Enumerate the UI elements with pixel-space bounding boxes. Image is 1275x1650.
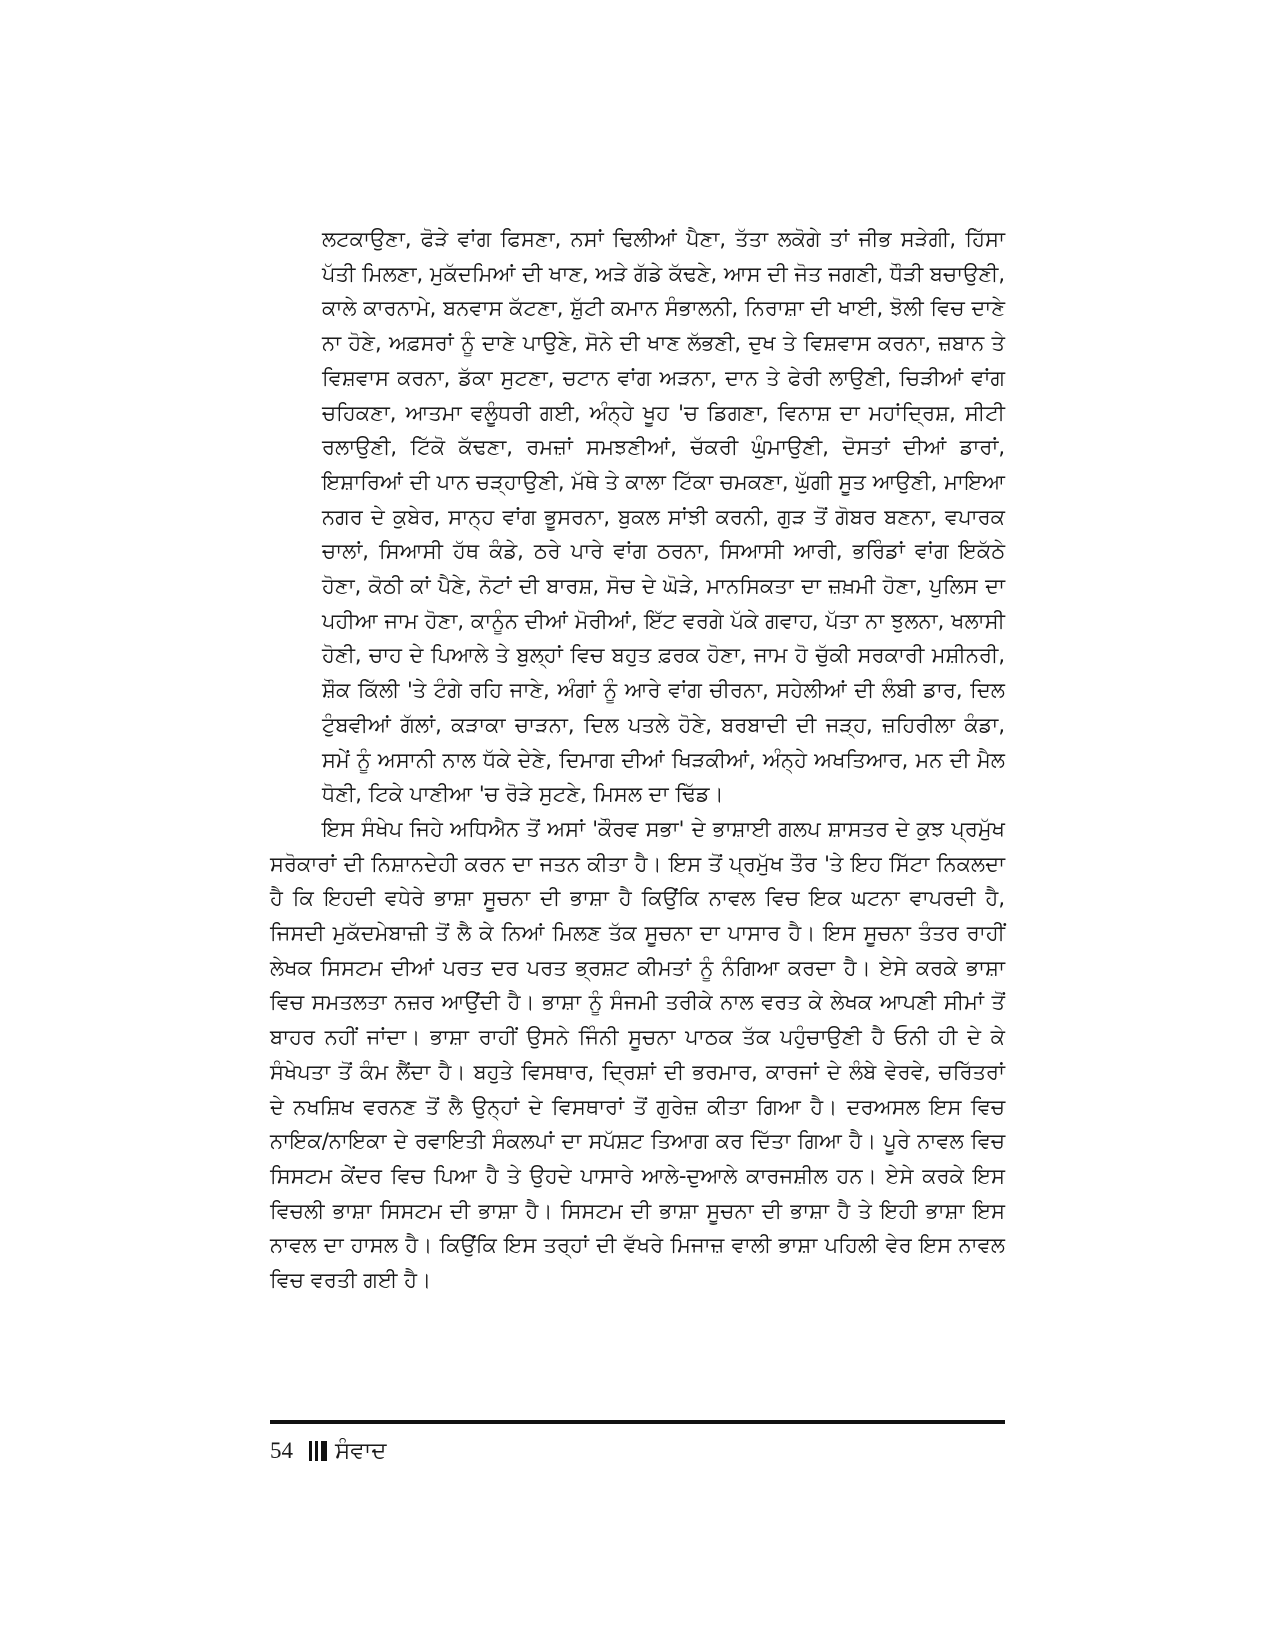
idioms-list: ਲਟਕਾਉਣਾ, ਫੋੜੇ ਵਾਂਗ ਫਿਸਣਾ, ਨਸਾਂ ਢਿਲੀਆਂ ਪੈਣਾ, ਤੱਤਾ ਲਕੋਗੇ ਤਾਂ ਜੀਭ ਸੜੇਗੀ, ਹਿੱਸਾ ਪੱਤੀ ਮਿਲਣਾ, ਮੁਕੱਦਮਿਆਂ ਦੀ ਖਾਣ, ਅੜੇ ਗੱਡੇ ਕੱਢਣੇ, ਆਸ ਦੀ ਜੋਤ ਜਗਣੀ, ਧੌੜੀ ਬਚਾਉਣੀ, ਕਾਲੇ ਕਾਰਨਾਮੇ, ਬਨਵਾਸ ਕੱਟਣਾ, ਸ਼ੁੱਟੀ ਕਮਾਨ ਸੰਭਾਲਨੀ, ਨਿਰਾਸ਼ਾ ਦੀ ਖਾਈ, ਝੋਲੀ ਵਿਚ ਦਾਣੇ ਨਾ ਹੋਣੇ, ਅਫ਼ਸਰਾਂ ਨੂੰ ਦਾਣੇ ਪਾਉਣੇ, ਸੋਨੇ ਦੀ ਖਾਣ ਲੱਭਣੀ, ਦੁਖ ਤੇ ਵਿਸ਼ਵਾਸ ਕਰਨਾ, ਜ਼ਬਾਨ ਤੇ ਵਿਸ਼ਵਾਸ ਕਰਨਾ, ਡੱਕਾ ਸੁਟਣਾ, ਚਟਾਨ ਵਾਂਗ ਅੜਨਾ, ਦਾਨ ਤੇ ਫੇਰੀ ਲਾਉਣੀ, ਚਿੜੀਆਂ ਵਾਂਗ ਚਹਿਕਣਾ, ਆਤਮਾ ਵਲੂੰਧਰੀ ਗਈ, ਅੰਨ੍ਹੇ ਖੂਹ 'ਚ ਡਿਗਣਾ, ਵਿਨਾਸ਼ ਦਾ ਮਹਾਂਦ੍ਰਿਸ਼, ਸੀਟੀ ਰਲਾਉਣੀ, ਟਿੱਕੋ ਕੱਢਣਾ, ਰਮਜ਼ਾਂ ਸਮਝਣੀਆਂ, ਚੱਕਰੀ ਘੁੰਮਾਉਣੀ, ਦੋਸਤਾਂ ਦੀਆਂ ਡਾਰਾਂ, ਇਸ਼ਾਰਿਆਂ ਦੀ ਪਾਨ ਚੜ੍ਹਾਉਣੀ, ਮੱਥੇ ਤੇ ਕਾਲਾ ਟਿੱਕਾ ਚਮਕਣਾ, ਘੁੱਗੀ ਸੂਤ ਆਉਣੀ, ਮਾਇਆ ਨਗਰ ਦੇ ਕੁਬੇਰ, ਸਾਨ੍ਹ ਵਾਂਗ ਭੂਸਰਨਾ, ਬੁਕਲ ਸਾਂਝੀ ਕਰਨੀ, ਗੁੜ ਤੋਂ ਗੋਬਰ ਬਣਨਾ, ਵਪਾਰਕ ਚਾਲਾਂ, ਸਿਆਸੀ ਹੱਥ ਕੰਡੇ, ਠਰੇ ਪਾਰੇ ਵਾਂਗ ਠਰਨਾ, ਸਿਆਸੀ ਆਰੀ, ਭਰਿੰਡਾਂ ਵਾਂਗ ਇਕੱਠੇ ਹੋਣਾ, ਕੋਠੀ ਕਾਂ ਪੈਣੇ, ਨੋਟਾਂ ਦੀ ਬਾਰਸ਼, ਸੋਚ ਦੇ ਘੋੜੇ, ਮਾਨਸਿਕਤਾ ਦਾ ਜ਼ਖ਼ਮੀ ਹੋਣਾ, ਪੁਲਿਸ ਦਾ ਪਹੀਆ ਜਾਮ ਹੋਣਾ, ਕਾਨੂੰਨ ਦੀਆਂ ਮੋਰੀਆਂ, ਇੱਟ ਵਰਗੇ ਪੱਕੇ ਗਵਾਹ, ਪੱਤਾ ਨਾ ਝੁਲਨਾ, ਖਲਾਸੀ ਹੋਣੀ, ਚਾਹ ਦੇ ਪਿਆਲੇ ਤੇ ਬੁਲ੍ਹਾਂ ਵਿਚ ਬਹੁਤ ਫ਼ਰਕ ਹੋਣਾ, ਜਾਮ ਹੋ ਚੁੱਕੀ ਸਰਕਾਰੀ ਮਸ਼ੀਨਰੀ, ਸ਼ੌਕ ਕਿੱਲੀ 'ਤੇ ਟੰਗੇ ਰਹਿ ਜਾਣੇ, ਅੰਗਾਂ ਨੂੰ ਆਰੇ ਵਾਂਗ ਚੀਰਨਾ, ਸਹੇਲੀਆਂ ਦੀ ਲੰਬੀ ਡਾਰ, ਦਿਲ ਟੁੰਬਵੀਆਂ ਗੱਲਾਂ, ਕੜਾਕਾ ਚਾੜਨਾ, ਦਿਲ ਪਤਲੇ ਹੋਣੇ, ਬਰਬਾਦੀ ਦੀ ਜੜ੍ਹ, ਜ਼ਹਿਰੀਲਾ ਕੰਡਾ, ਸਮੇਂ ਨੂੰ ਅਸਾਨੀ ਨਾਲ ਧੱਕੇ ਦੇਣੇ, ਦਿਮਾਗ ਦੀਆਂ ਖਿੜਕੀਆਂ, ਅੰਨ੍ਹੇ ਅਖਤਿਆਰ, ਮਨ ਦੀ ਮੈਲ ਧੋਣੀ, ਟਿਕੇ ਪਾਣੀਆ 'ਚ ਰੋੜੇ ਸੁਟਣੇ, ਮਿਸਲ ਦਾ ਢਿੱਡ। xyxy=(322,227,1005,807)
bars-icon xyxy=(309,1441,327,1461)
journal-name: ਸੰਵਾਦ xyxy=(335,1438,387,1464)
body-paragraph: ਇਸ ਸੰਖੇਪ ਜਿਹੇ ਅਧਿਐਨ ਤੋਂ ਅਸਾਂ 'ਕੌਰਵ ਸਭਾ' ਦੇ ਭਾਸ਼ਾਈ ਗਲਪ ਸ਼ਾਸਤਰ ਦੇ ਕੁਝ ਪ੍ਰਮੁੱਖ ਸਰੋਕਾਰਾਂ ਦੀ ਨਿਸ਼ਾਨਦੇਹੀ ਕਰਨ ਦਾ ਜਤਨ ਕੀਤਾ ਹੈ। ਇਸ ਤੋਂ ਪ੍ਰਮੁੱਖ ਤੌਰ 'ਤੇ ਇਹ ਸਿੱਟਾ ਨਿਕਲਦਾ ਹੈ ਕਿ ਇਹਦੀ ਵਧੇਰੇ ਭਾਸ਼ਾ ਸੂਚਨਾ ਦੀ ਭਾਸ਼ਾ ਹੈ ਕਿਉਂਕਿ ਨਾਵਲ ਵਿਚ ਇਕ ਘਟਨਾ ਵਾਪਰਦੀ ਹੈ, ਜਿਸਦੀ ਮੁਕੱਦਮੇਬਾਜ਼ੀ ਤੋਂ ਲੈ ਕੇ ਨਿਆਂ ਮਿਲਣ ਤੱਕ ਸੂਚਨਾ ਦਾ ਪਾਸਾਰ ਹੈ। ਇਸ ਸੂਚਨਾ ਤੰਤਰ ਰਾਹੀਂ ਲੇਖਕ ਸਿਸਟਮ ਦੀਆਂ ਪਰਤ ਦਰ ਪਰਤ ਭ੍ਰਸ਼ਟ ਕੀਮਤਾਂ ਨੂੰ ਨੰਗਿਆ ਕਰਦਾ ਹੈ। ਏਸੇ ਕਰਕੇ ਭਾਸ਼ਾ ਵਿਚ ਸਮਤਲਤਾ ਨਜ਼ਰ ਆਉਂਦੀ ਹੈ। ਭਾਸ਼ਾ ਨੂੰ ਸੰਜਮੀ ਤਰੀਕੇ ਨਾਲ ਵਰਤ ਕੇ ਲੇਖਕ ਆਪਣੀ ਸੀਮਾਂ ਤੋਂ ਬਾਹਰ ਨਹੀਂ ਜਾਂਦਾ। ਭਾਸ਼ਾ ਰਾਹੀਂ ਉਸਨੇ ਜਿੰਨੀ ਸੂਚਨਾ ਪਾਠਕ ਤੱਕ ਪਹੁੰਚਾਉਣੀ ਹੈ ਓਨੀ ਹੀ ਦੇ ਕੇ ਸੰਖੇਪਤਾ ਤੋਂ ਕੰਮ ਲੈਂਦਾ ਹੈ। ਬਹੁਤੇ ਵਿਸਥਾਰ, ਦ੍ਰਿਸ਼ਾਂ ਦੀ ਭਰਮਾਰ, ਕਾਰਜਾਂ ਦੇ ਲੰਬੇ ਵੇਰਵੇ, ਚਰਿੱਤਰਾਂ ਦੇ ਨਖਸ਼ਿਖ ਵਰਨਣ ਤੋਂ ਲੈ ਉਨ੍ਹਾਂ ਦੇ ਵਿਸਥਾਰਾਂ ਤੋਂ ਗੁਰੇਜ਼ ਕੀਤਾ ਗਿਆ ਹੈ। ਦਰਅਸਲ ਇਸ ਵਿਚ ਨਾਇਕ/ਨਾਇਕਾ ਦੇ ਰਵਾਇਤੀ ਸੰਕਲਪਾਂ ਦਾ ਸਪੱਸ਼ਟ ਤਿਆਗ ਕਰ ਦਿੱਤਾ ਗਿਆ ਹੈ। ਪੂਰੇ ਨਾਵਲ ਵਿਚ ਸਿਸਟਮ ਕੇਂਦਰ ਵਿਚ ਪਿਆ ਹੈ ਤੇ ਉਹਦੇ ਪਾਸਾਰੇ ਆਲੇ-ਦੁਆਲੇ ਕਾਰਜਸ਼ੀਲ ਹਨ। ਏਸੇ ਕਰਕੇ ਇਸ ਵਿਚਲੀ ਭਾਸ਼ਾ ਸਿਸਟਮ ਦੀ ਭਾਸ਼ਾ ਹੈ। ਸਿਸਟਮ ਦੀ ਭਾਸ਼ਾ ਸੂਚਨਾ ਦੀ ਭਾਸ਼ਾ ਹੈ ਤੇ ਇਹੀ ਭਾਸ਼ਾ ਇਸ ਨਾਵਲ ਦਾ ਹਾਸਲ ਹੈ। ਕਿਉਂਕਿ ਇਸ ਤਰ੍ਹਾਂ ਦੀ ਵੱਖਰੇ ਮਿਜਾਜ਼ ਵਾਲੀ ਭਾਸ਼ਾ ਪਹਿਲੀ ਵੇਰ ਇਸ ਨਾਵਲ ਵਿਚ ਵਰਤੀ ਗਈ ਹੈ। xyxy=(270,816,1005,1293)
page-body xyxy=(270,222,1005,1298)
footer-rule xyxy=(270,1420,1005,1424)
page-number: 54 xyxy=(270,1438,293,1463)
footer-row xyxy=(270,1438,1005,1464)
page-footer xyxy=(270,1420,1005,1464)
